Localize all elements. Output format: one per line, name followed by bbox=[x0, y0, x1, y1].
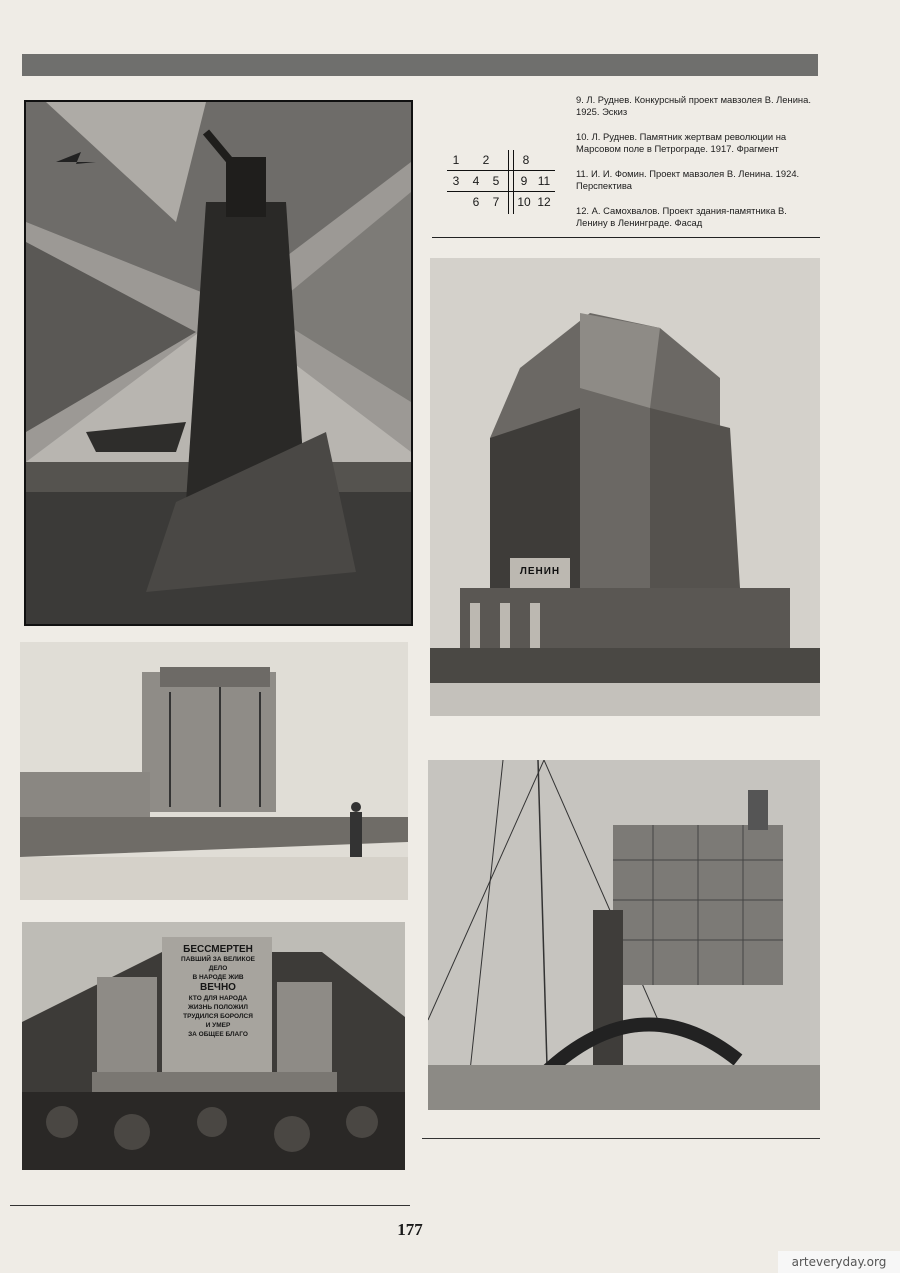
illustration-12-lenin-building-facade bbox=[428, 760, 820, 1110]
inscription-line: ПАВШИЙ ЗА ВЕЛИКОЕ bbox=[181, 956, 255, 963]
inscription-line: КТО ДЛЯ НАРОДА bbox=[188, 995, 248, 1002]
legend-cell: 1 bbox=[452, 153, 460, 167]
legend-cell: 7 bbox=[492, 195, 500, 209]
caption-12: 12. А. Самохвалов. Проект здания-памятника В. Ленину в Ленинграде. Фасад bbox=[576, 205, 787, 228]
inscription-line: В НАРОДЕ ЖИВ bbox=[192, 974, 244, 981]
caption-11: 11. И. И. Фомин. Проект мавзолея В. Ленина. 1924. Перспектива bbox=[576, 168, 800, 191]
legend-cell: 6 bbox=[472, 195, 480, 209]
legend-cell: 5 bbox=[492, 174, 500, 188]
inscription-line: ВЕЧНО bbox=[200, 982, 236, 993]
caption-divider bbox=[432, 237, 820, 238]
bottom-rule bbox=[10, 1205, 410, 1206]
legend-cell: 12 bbox=[537, 195, 551, 209]
legend-cell: 10 bbox=[517, 195, 531, 209]
caption-10: 10. Л. Руднев. Памятник жертвам революции на Марсовом поле в Петрограде. 1917. Фрагмент bbox=[576, 131, 787, 154]
inscription-line: ЗА ОБЩЕЕ БЛАГО bbox=[188, 1031, 248, 1038]
page-number: 177 bbox=[397, 1220, 423, 1239]
illustration-11-lenin-mausoleum-perspective bbox=[430, 258, 820, 716]
bottom-rule bbox=[422, 1138, 820, 1139]
monument-photo bbox=[22, 922, 405, 1170]
watermark: arteveryday.org bbox=[778, 1251, 900, 1273]
legend-cell: 2 bbox=[482, 153, 490, 167]
legend-cell: 9 bbox=[520, 174, 528, 188]
caption-9: 9. Л. Руднев. Конкурсный проект мавзолея В. Ленина. 1925. Эскиз bbox=[576, 94, 811, 117]
illustration-layout-legend bbox=[447, 150, 555, 214]
monument-inscription bbox=[170, 944, 266, 1039]
illustration-9-mausoleum-sketch bbox=[24, 100, 413, 626]
inscription-line: ЖИЗНЬ ПОЛОЖИЛ bbox=[188, 1004, 248, 1011]
legend-cell: 11 bbox=[537, 174, 551, 188]
legend-cell: 3 bbox=[452, 174, 460, 188]
illustration-10-revolution-memorial bbox=[20, 642, 408, 900]
inscription-line: И УМЕР bbox=[205, 1022, 231, 1029]
mausoleum-sign: ЛЕНИН bbox=[519, 566, 561, 577]
header-bar bbox=[22, 54, 818, 76]
inscription-line: ДЕЛО bbox=[208, 965, 228, 972]
legend-cell: 4 bbox=[472, 174, 480, 188]
legend-cell: 8 bbox=[522, 153, 530, 167]
inscription-line: БЕССМЕРТЕН bbox=[183, 944, 253, 955]
inscription-line: ТРУДИЛСЯ БОРОЛСЯ bbox=[183, 1013, 253, 1020]
captions bbox=[576, 94, 821, 242]
